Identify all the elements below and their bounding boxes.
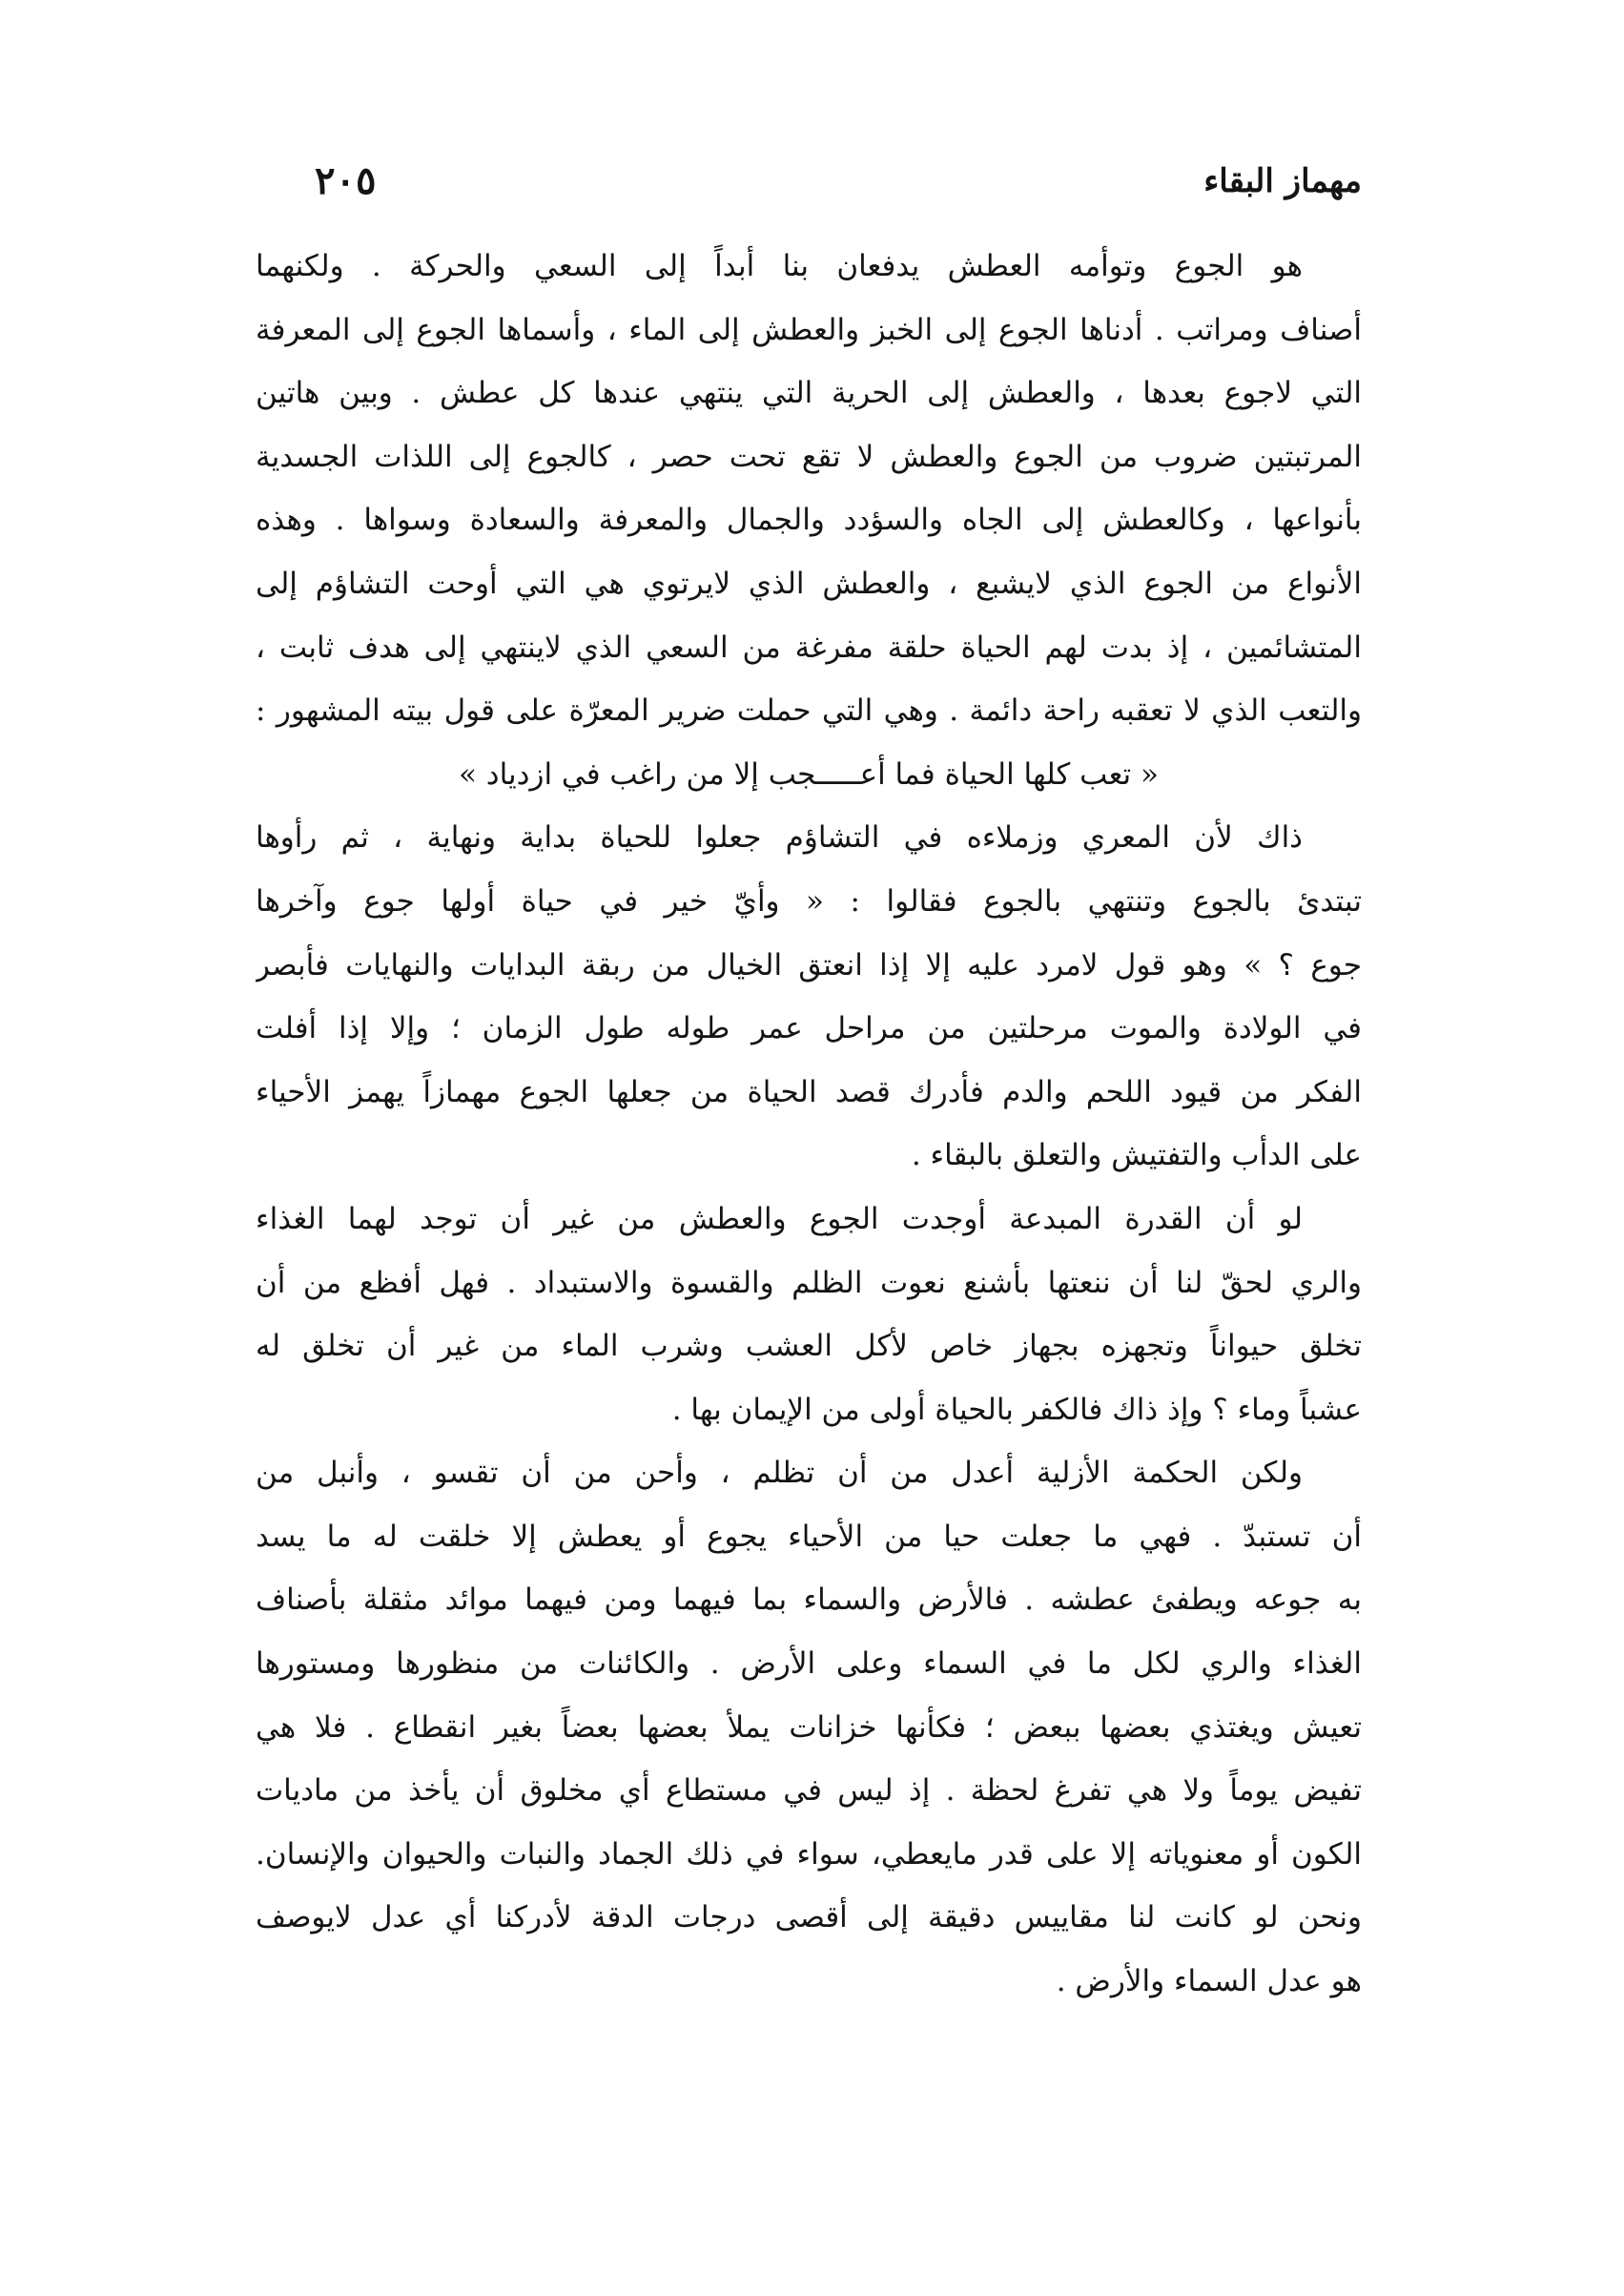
paragraph-4-line-9: هو عدل السماء والأرض . (1056, 1964, 1362, 1999)
quoted-verse: « تعب كلها الحياة فما أعـــــجب إلا من راغب في ازدياد » (458, 756, 1160, 792)
paragraph-2-line-1: ذاك لأن المعري وزملاءه في التشاؤم جعلوا للحياة بداية ونهاية ، ثم رأوها (256, 820, 1303, 856)
paragraph-4-line-4: الغذاء والري لكل ما في السماء وعلى الأرض . والكائنات من منظورها ومستورها (256, 1646, 1362, 1682)
paragraph-3-line-1: لو أن القدرة المبدعة أوجدت الجوع والعطش من غير أن توجد لهما الغذاء (256, 1201, 1303, 1236)
paragraph-3-line-2: والري لحقّ لنا أن ننعتها بأشنع نعوت الظلم والقسوة والاستبداد . فهل أفظع من أن (256, 1265, 1362, 1300)
paragraph-4-line-8: ونحن لو كانت لنا مقاييس دقيقة إلى أقصى درجات الدقة لأدركنا أي عدل لايوصف (256, 1900, 1362, 1935)
paragraph-2-line-3: جوع ؟ » وهو قول لامرد عليه إلا إذا انعتق الخيال من ربقة البدايات والنهايات فأبصر (256, 947, 1362, 983)
paragraph-4-line-7: الكون أو معنوياته إلا على قدر مايعطي، سواء في ذلك الجماد والنبات والحيوان والإنسان. (256, 1836, 1362, 1872)
page-number: ٢٠٥ (315, 158, 377, 203)
paragraph-1-line-3: التي لاجوع بعدها ، والعطش إلى الحرية التي ينتهي عندها كل عطش . وبين هاتين (256, 376, 1362, 411)
paragraph-4-line-2: أن تستبدّ . فهي ما جعلت حيا من الأحياء يجوع أو يعطش إلا خلقت له ما يسد (256, 1519, 1362, 1554)
paragraph-1-line-8: والتعب الذي لا تعقبه راحة دائمة . وهي التي حملت ضرير المعرّة على قول بيته المشهور : (256, 693, 1362, 729)
paragraph-1-line-5: بأنواعها ، وكالعطش إلى الجاه والسؤدد والجمال والمعرفة والسعادة وسواها . وهذه (256, 503, 1362, 538)
paragraph-3-line-4: عشباً وماء ؟ وإذ ذاك فالكفر بالحياة أولى من الإيمان بها . (671, 1392, 1362, 1427)
paragraph-1-line-1: هو الجوع وتوأمه العطش يدفعان بنا أبداً إلى السعي والحركة . ولكنهما (256, 249, 1303, 283)
paragraph-4-line-6: تفيض يوماً ولا هي تفرغ لحظة . إذ ليس في مستطاع أي مخلوق أن يأخذ من ماديات (256, 1773, 1362, 1809)
paragraph-3-line-3: تخلق حيواناً وتجهزه بجهاز خاص لأكل العشب وشرب الماء من غير أن تخلق له (256, 1329, 1362, 1364)
running-title: مهماز البقاء (1203, 162, 1362, 200)
paragraph-4-line-5: تعيش ويغتذي بعضها ببعض ؛ فكأنها خزانات يملأ بعضها بعضاً بغير انقطاع . فلا هي (256, 1709, 1362, 1745)
paragraph-2-line-6: على الدأب والتفتيش والتعلق بالبقاء . (911, 1138, 1362, 1173)
paragraph-2-line-4: في الولادة والموت مرحلتين من مراحل عمر طوله طول الزمان ؛ وإلا إذا أفلت (256, 1011, 1362, 1046)
paragraph-2-line-5: الفكر من قيود اللحم والدم فأدرك قصد الحياة من جعلها الجوع مهمازاً يهمز الأحياء (256, 1074, 1362, 1109)
page-header (256, 153, 1362, 210)
paragraph-4-line-3: به جوعه ويطفئ عطشه . فالأرض والسماء بما فيهما ومن فيهما موائد مثقلة بأصناف (256, 1582, 1362, 1618)
paragraph-1-line-4: المرتبتين ضروب من الجوع والعطش لا تقع تحت حصر ، كالجوع إلى اللذات الجسدية (256, 439, 1362, 474)
paragraph-1-line-6: الأنواع من الجوع الذي لايشبع ، والعطش الذي لايرتوي هي التي أوحت التشاؤم إلى (256, 566, 1362, 601)
page-body (256, 235, 1362, 2014)
paragraph-2-line-2: تبتدئ بالجوع وتنتهي بالجوع فقالوا : « وأيّ خير في حياة أولها جوع وآخرها (256, 883, 1362, 919)
paragraph-1-line-7: المتشائمين ، إذ بدت لهم الحياة حلقة مفرغة من السعي الذي لاينتهي إلى هدف ثابت ، (256, 630, 1362, 665)
paragraph-4-line-1: ولكن الحكمة الأزلية أعدل من أن تظلم ، وأحن من أن تقسو ، وأنبل من (256, 1456, 1303, 1491)
paragraph-1-line-2: أصناف ومراتب . أدناها الجوع إلى الخبز والعطش إلى الماء ، وأسماها الجوع إلى المعرفة (256, 312, 1362, 347)
